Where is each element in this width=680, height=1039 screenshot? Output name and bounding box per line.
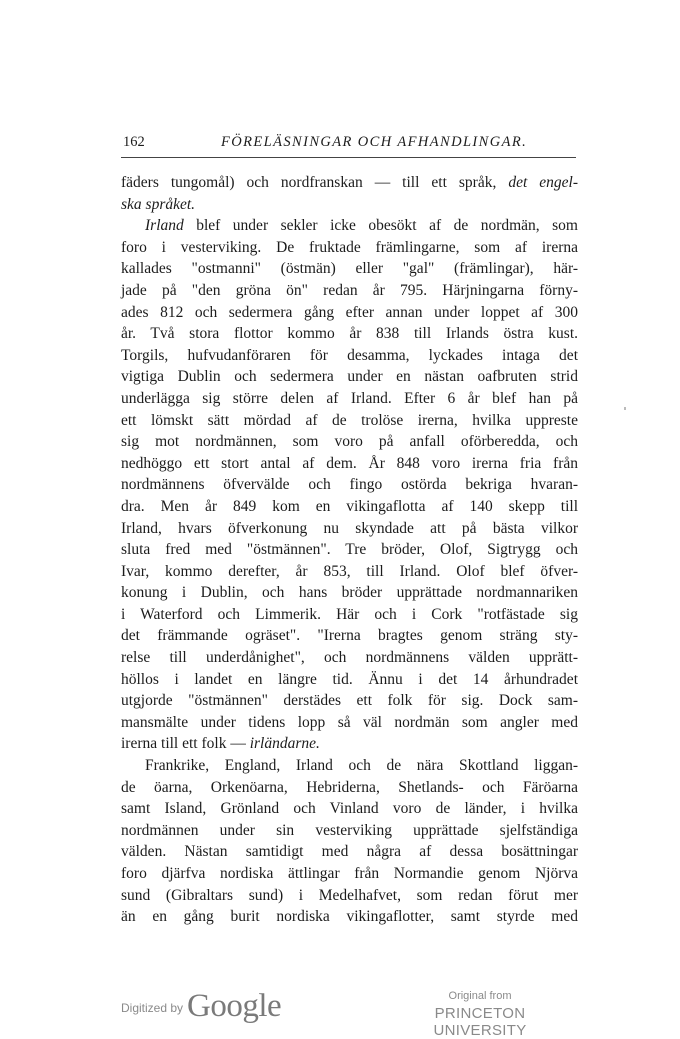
text-line: [121, 647, 578, 669]
text-line: [121, 453, 578, 475]
text-segment: Irland, hvars öfverkonung nu skyndade att på bästa vilkor: [121, 519, 578, 537]
text-segment: höllos i landet en längre tid. Ännu i det 14 århundradet: [121, 670, 578, 688]
text-segment: Ivar, kommo derefter, år 853, till Irland. Olof blef öfver-: [121, 562, 578, 580]
text-line: [121, 906, 578, 928]
text-segment: än en gång burit nordiska vikingaflotter, samt styrde med: [121, 908, 578, 926]
text-line: [121, 885, 578, 907]
text-line: [121, 582, 578, 604]
text-segment: det engel-: [508, 174, 578, 191]
institution-name: PRINCETON UNIVERSITY: [433, 1005, 527, 1039]
text-segment: välden. Nästan samtidigt med några af dessa bosättningar: [121, 843, 578, 861]
text-line: [121, 539, 578, 561]
running-header: [121, 133, 576, 158]
text-segment: sluta fred med "östmännen". Tre bröder, Olof, Sigtrygg och: [121, 541, 578, 559]
digitized-by-watermark: [121, 988, 281, 1025]
body-text: [121, 172, 578, 928]
text-line: [121, 258, 578, 280]
text-segment: foro djärfva nordiska ättlingar från Normandie genom Njörva: [121, 865, 578, 882]
text-line: [121, 625, 578, 647]
page-number: 162: [123, 134, 145, 150]
text-line: [121, 302, 578, 324]
text-segment: dra. Men år 849 kom en vikingaflotta af 140 skepp till: [121, 497, 578, 515]
text-line: [121, 215, 578, 237]
text-segment: Irland: [145, 217, 184, 235]
text-segment: de öarna, Orkenöarna, Hebriderna, Shetlands- och Färöarna: [121, 778, 578, 796]
text-segment: nordmännens öfvervälde och fingo ostörda bekriga hvaran-: [121, 476, 578, 494]
scan-speck: [624, 407, 626, 410]
text-segment: ades 812 och sedermera gång efter annan under loppet af 300: [121, 303, 578, 321]
text-line: [121, 496, 578, 518]
text-line: [121, 798, 578, 820]
text-line: [121, 712, 578, 734]
text-line: [121, 172, 578, 194]
google-logo: Google: [187, 988, 282, 1024]
text-segment: utgjorde "östmännen" derstädes ett folk för sig. Dock sam-: [121, 692, 578, 710]
text-line: [121, 237, 578, 259]
text-segment: relse till underdånighet", och nordmännens välden upprätt-: [121, 649, 578, 667]
text-line: [121, 194, 578, 216]
text-segment: mansmälte under tidens lopp så väl nordmän som angler med: [121, 713, 578, 731]
text-segment: sig mot nordmännen, som voro på anfall oförberedda, och: [121, 433, 578, 451]
text-line: [121, 388, 578, 410]
text-segment: fäders tungomål) och nordfranskan — till ett språk,: [121, 174, 509, 191]
text-line: [121, 777, 578, 799]
text-segment: i Waterford och Limmerik. Här och i Cork "rotfästade sig: [121, 605, 578, 623]
text-segment: irländarne.: [249, 735, 320, 753]
text-segment: blef under sekler icke obesökt af de nordmän, som: [183, 217, 578, 235]
text-line: [121, 733, 578, 755]
text-line: [121, 863, 578, 885]
text-segment: nordmännen under sin vesterviking upprättade sjelfständiga: [121, 821, 578, 839]
digitized-by-label: Digitized by: [121, 1001, 184, 1015]
text-line: [121, 561, 578, 583]
text-line: [121, 820, 578, 842]
text-line: [121, 366, 578, 388]
text-line: [121, 669, 578, 691]
text-line: [121, 431, 578, 453]
text-line: [121, 323, 578, 345]
text-line: [121, 345, 578, 367]
text-line: [121, 518, 578, 540]
text-segment: underlägga sig större delen af Irland. Efter 6 år blef han på: [121, 389, 578, 407]
text-line: [121, 604, 578, 626]
text-line: [121, 410, 578, 432]
text-segment: kallades "ostmanni" (östmän) eller "gal" (främlingar), här-: [121, 260, 578, 278]
text-segment: Frankrike, England, Irland och de nära Skottland liggan-: [145, 757, 578, 775]
text-line: [121, 690, 578, 712]
text-segment: sund (Gibraltars sund) i Medelhafvet, som redan förut mer: [121, 886, 578, 904]
text-line: [121, 755, 578, 777]
original-from-label: Original from: [448, 990, 512, 1002]
text-segment: ett lömskt sätt mördad af de trolöse irerna, hvilka uppreste: [121, 411, 578, 429]
text-line: [121, 841, 578, 863]
original-from-watermark: [395, 990, 565, 1039]
text-segment: foro i vesterviking. De fruktade främlingarne, som af irerna: [121, 238, 578, 256]
running-title: FÖRELÄSNINGAR OCH AFHANDLINGAR.: [221, 134, 528, 150]
text-segment: samt Island, Grönland och Vinland voro de länder, i hvilka: [121, 800, 578, 818]
text-segment: irerna till ett folk —: [121, 735, 250, 753]
text-segment: ska språket.: [121, 195, 196, 213]
text-segment: det främmande ogräset". "Irerna bragtes genom sträng sty-: [121, 627, 578, 645]
text-segment: Torgils, hufvudanföraren för desamma, lyckades intaga det: [121, 346, 578, 364]
text-segment: jade på "den gröna ön" redan år 795. Härjningarna förny-: [121, 281, 578, 299]
text-line: [121, 474, 578, 496]
text-segment: nedhöggo ett stort antal af dem. År 848 voro irerna fria från: [121, 454, 578, 472]
text-line: [121, 280, 578, 302]
text-segment: år. Två stora flottor kommo år 838 till Irlands östra kust.: [121, 325, 578, 343]
text-segment: konung i Dublin, och hans bröder upprättade nordmannariken: [121, 584, 578, 602]
text-segment: vigtiga Dublin och sedermera under en nästan oafbruten strid: [121, 368, 578, 386]
